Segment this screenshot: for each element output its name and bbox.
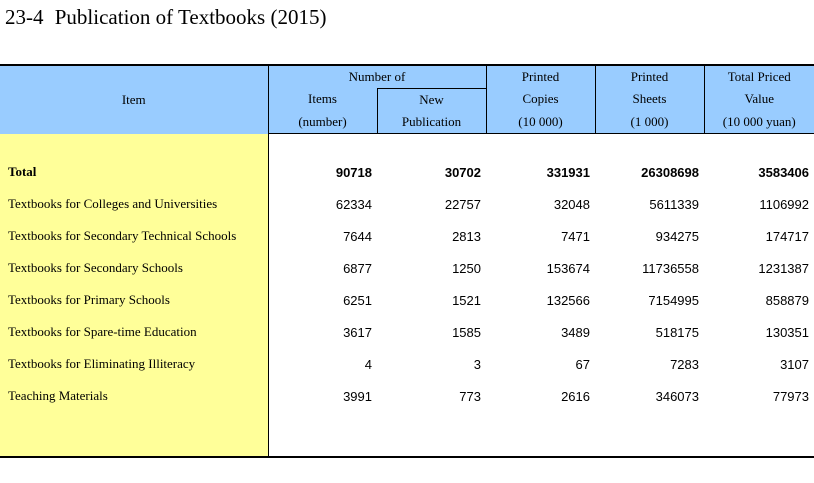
cell-new: 30702 — [444, 164, 481, 180]
row-label: Total — [0, 156, 268, 188]
row-label: Textbooks for Eliminating Illiteracy — [0, 348, 268, 380]
cell-value: 130351 — [765, 324, 809, 340]
cell-value: 1106992 — [759, 196, 809, 212]
table-row — [0, 284, 814, 316]
header-sheets-line2: Sheets — [595, 89, 704, 111]
cell-copies: 3489 — [561, 324, 590, 340]
cell-copies: 132566 — [546, 292, 590, 308]
cell-items: 7644 — [343, 228, 372, 244]
cell-copies: 153674 — [546, 260, 590, 276]
cell-items: 3991 — [343, 388, 372, 404]
textbook-table — [0, 64, 814, 458]
cell-items: 62334 — [335, 196, 372, 212]
cell-new: 22757 — [444, 196, 481, 212]
cell-value: 1231387 — [758, 260, 809, 276]
header-items-line1: Number of — [268, 65, 486, 89]
cell-value: 3107 — [780, 356, 809, 372]
header-copies-unit: (10 000) — [486, 110, 595, 134]
row-label: Textbooks for Colleges and Universities — [0, 188, 268, 220]
row-label: Textbooks for Primary Schools — [0, 284, 268, 316]
cell-copies: 2616 — [561, 388, 590, 404]
table-number: 23-4 — [5, 5, 44, 29]
header-value-line1: Total Priced — [704, 65, 814, 89]
header-value-line2: Value — [704, 89, 814, 111]
cell-value: 3583406 — [758, 164, 809, 180]
table-row-total — [0, 156, 814, 188]
header-sheets-unit: (1 000) — [595, 110, 704, 134]
cell-sheets: 26308698 — [641, 164, 699, 180]
cell-sheets: 7154995 — [648, 292, 699, 308]
cell-new: 2813 — [452, 228, 481, 244]
cell-new: 3 — [473, 356, 481, 372]
table-row — [0, 380, 814, 412]
cell-value: 77973 — [772, 388, 809, 404]
header-sheets-line1: Printed — [595, 65, 704, 89]
cell-copies: 32048 — [553, 196, 590, 212]
row-label: Teaching Materials — [0, 380, 268, 412]
table-row — [0, 188, 814, 220]
cell-sheets: 346073 — [655, 388, 699, 404]
header-copies-line1: Printed — [486, 65, 595, 89]
table-title: Publication of Textbooks (2015) — [54, 5, 327, 29]
cell-sheets: 518175 — [655, 324, 699, 340]
header-new-line1: New — [377, 89, 486, 111]
table-row — [0, 316, 814, 348]
page-title — [5, 5, 326, 29]
header-copies-line2: Copies — [486, 89, 595, 111]
table-row — [0, 252, 814, 284]
cell-items: 6251 — [343, 292, 372, 308]
cell-items: 90718 — [335, 164, 372, 180]
cell-items: 4 — [364, 356, 372, 372]
cell-value: 858879 — [765, 292, 809, 308]
cell-new: 1521 — [452, 292, 481, 308]
cell-items: 3617 — [343, 324, 372, 340]
cell-sheets: 934275 — [655, 228, 699, 244]
header-items-line2: Items — [268, 89, 377, 111]
cell-copies: 67 — [575, 356, 590, 372]
cell-new: 773 — [459, 388, 481, 404]
table-body — [0, 134, 814, 458]
cell-copies: 331931 — [546, 164, 590, 180]
table-header — [0, 65, 814, 134]
row-label: Textbooks for Secondary Technical Schools — [0, 220, 268, 252]
row-label: Textbooks for Secondary Schools — [0, 252, 268, 284]
cell-new: 1250 — [452, 260, 481, 276]
table-row — [0, 348, 814, 380]
cell-new: 1585 — [452, 324, 481, 340]
table-row — [0, 220, 814, 252]
header-new-line2: Publication — [377, 110, 486, 134]
cell-copies: 7471 — [561, 228, 590, 244]
cell-sheets: 5611339 — [649, 196, 699, 212]
header-item: Item — [0, 65, 268, 134]
cell-sheets: 7283 — [670, 356, 699, 372]
row-label: Textbooks for Spare-time Education — [0, 316, 268, 348]
header-value-unit: (10 000 yuan) — [704, 110, 814, 134]
cell-items: 6877 — [343, 260, 372, 276]
cell-sheets: 11736558 — [642, 260, 699, 276]
cell-value: 174717 — [765, 228, 809, 244]
header-items-unit: (number) — [268, 110, 377, 134]
